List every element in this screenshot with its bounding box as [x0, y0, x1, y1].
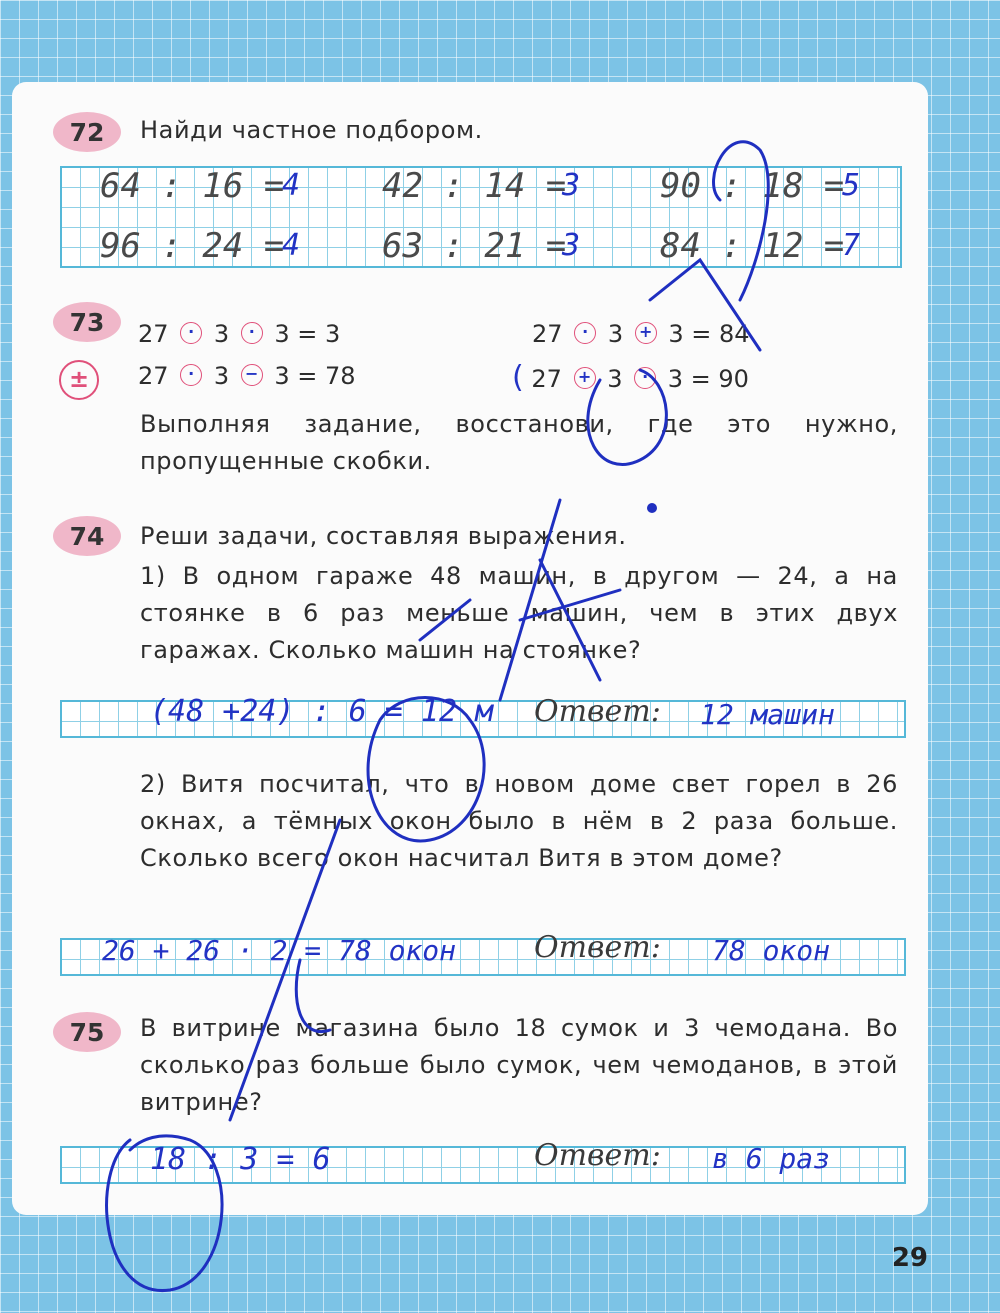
ex73-eq1-b: 3	[213, 320, 230, 348]
ex73-equation-2	[138, 362, 356, 390]
ex73-eq2-op2[interactable]: −	[241, 364, 263, 386]
ex72-answer-1: 4	[282, 168, 301, 203]
ex72-expr-6: 84 : 12 =	[660, 226, 845, 266]
ex73-eq3-a: 27	[532, 320, 563, 348]
ex75-solution: 18 : 3 = 6	[150, 1142, 331, 1177]
ex75-answer: в 6 раз	[712, 1142, 831, 1175]
ex72-expr-4: 96 : 24 =	[100, 226, 285, 266]
ex72-expr-1: 64 : 16 =	[100, 166, 285, 206]
exercise-75-task: В витрине магазина было 18 сумок и 3 чемодана. Во сколько раз больше было сумок, чем чемоданов, в этой витрине?	[140, 1014, 898, 1116]
ex73-eq4-bracket: (	[512, 360, 524, 395]
ex74-answer-label-1: Ответ:	[534, 694, 661, 729]
ex72-expr-3: 90 : 18 =	[660, 166, 845, 206]
ex72-answer-2: 3	[562, 168, 581, 203]
exercise-74-number: 74	[53, 516, 121, 556]
exercise-75-number: 75	[53, 1012, 121, 1052]
ex75-answer-label: Ответ:	[534, 1138, 661, 1173]
ex73-eq3-b: 3	[607, 320, 624, 348]
plus-minus-icon: ±	[59, 360, 99, 400]
page-number: 29	[891, 1243, 928, 1273]
ex73-equation-1	[138, 320, 340, 348]
exercise-74-task-2: 2) Витя посчитал, что в новом доме свет горел в 26 окнах, а тёмных окон было в нём в 2 раза больше. Сколько всего окон насчитал Витя в этом доме?	[140, 770, 898, 872]
ex73-eq1-op1[interactable]: ·	[180, 322, 202, 344]
exercise-73-number: 73	[53, 302, 121, 342]
ex73-equation-3	[532, 320, 750, 348]
ex73-equation-4	[512, 360, 749, 395]
ex73-eq3-op1[interactable]: ·	[574, 322, 596, 344]
ex74-answer-label-2: Ответ:	[534, 930, 661, 965]
ex72-answer-3: 5	[842, 168, 861, 203]
exercise-73-note: Выполняя задание, восстанови, где это нужно, пропущенные скобки.	[140, 410, 898, 475]
ex73-eq2-c: 3 = 78	[274, 362, 356, 390]
ex73-eq4-a: 27	[531, 365, 562, 393]
ex73-eq1-op2[interactable]: ·	[241, 322, 263, 344]
ex73-eq4-op1[interactable]: +	[574, 367, 596, 389]
ex73-eq3-c: 3 = 84	[668, 320, 750, 348]
ex72-answer-6: 7	[842, 228, 861, 263]
ex73-eq2-b: 3	[213, 362, 230, 390]
ex74-answer-1: 12 машин	[700, 698, 835, 731]
ex72-expr-5: 63 : 21 =	[382, 226, 567, 266]
ex72-answer-5: 3	[562, 228, 581, 263]
ex73-eq1-c: 3 = 3	[274, 320, 341, 348]
ex74-solution-2: 26 + 26 · 2 = 78 окон	[102, 934, 457, 967]
ex73-eq2-op1[interactable]: ·	[180, 364, 202, 386]
ex73-eq4-b: 3	[607, 365, 623, 393]
ex72-expr-2: 42 : 14 =	[382, 166, 567, 206]
exercise-72-number: 72	[53, 112, 121, 152]
exercise-74-task-1: 1) В одном гараже 48 машин, в другом — 24, а на стоянке в 6 раз меньше машин, чем в этих двух гаражах. Сколько машин на стоянке?	[140, 562, 898, 664]
ex73-eq4-c: 3 = 90	[667, 365, 749, 393]
ex73-eq3-op2[interactable]: +	[635, 322, 657, 344]
ex72-answer-4: 4	[282, 228, 301, 263]
ex73-eq1-a: 27	[138, 320, 169, 348]
exercise-74-title: Реши задачи, составляя выражения.	[140, 522, 627, 550]
ex73-eq2-a: 27	[138, 362, 169, 390]
ex74-solution-1: (48 +24) : 6 = 12 м	[150, 694, 494, 729]
ex73-eq4-op2[interactable]: ·	[634, 367, 656, 389]
exercise-72-title: Найди частное подбором.	[140, 116, 483, 144]
ex74-answer-2: 78 окон	[712, 934, 831, 967]
